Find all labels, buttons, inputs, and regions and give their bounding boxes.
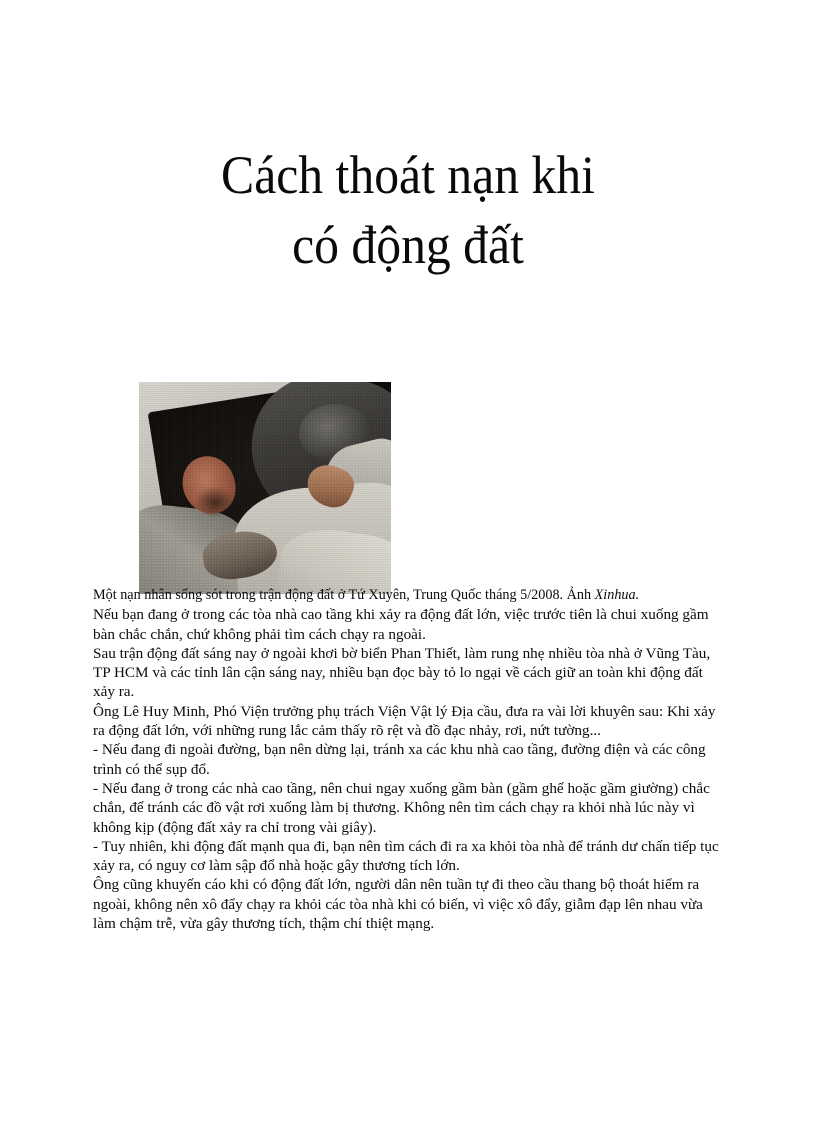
figure-caption-source: Xinhua.	[594, 587, 640, 603]
article-figure	[139, 382, 391, 594]
page-title	[33, 140, 784, 280]
article-paragraph-1: Nếu bạn đang ở trong các tòa nhà cao tầng khi xảy ra động đất lớn, việc trước tiên là chui xuống gầm bàn chắc chắn, chứ không phải tìm cách chạy ra ngoài.	[93, 606, 709, 643]
article-paragraph-4: - Nếu đang đi ngoài đường, bạn nên dừng lại, tránh xa các khu nhà cao tầng, đường điện và các công trình có thể sụp đổ.	[93, 741, 706, 778]
earthquake-survivor-photo	[139, 382, 391, 594]
article-paragraph-3: Ông Lê Huy Minh, Phó Viện trưởng phụ trách Viện Vật lý Địa cầu, đưa ra vài lời khuyên sau: Khi xảy ra động đất lớn, với những rung lắc cảm thấy rõ rệt và đồ đạc nhảy, rơi, nứt tường...	[93, 702, 716, 740]
photo-noise-overlay	[139, 382, 391, 594]
article-paragraph-5: - Nếu đang ở trong các nhà cao tầng, nên chui ngay xuống gầm bàn (gầm ghế hoặc gầm giường) chắc chắn, để tránh các đồ vật rơi xuống làm bị thương. Không nên tìm cách chạy ra khỏi nhà lúc này vì không kịp (động đất xảy ra chỉ trong vài giây).	[93, 779, 710, 836]
page-title-line-1: Cách thoát nạn khi	[221, 145, 595, 206]
page-title-line-2: có động đất	[292, 215, 524, 276]
figure-caption	[93, 586, 723, 605]
article-paragraph-7: Ông cũng khuyến cáo khi có động đất lớn, người dân nên tuần tự đi theo cầu thang bộ thoát hiểm ra ngoài, không nên xô đẩy chạy ra khỏi các tòa nhà khi có biến, vì việc xô đẩy, giẫm đạp lên nhau vừa làm chậm trễ, vừa gây thương tích, thậm chí thiệt mạng.	[93, 876, 703, 933]
article-body	[93, 586, 723, 933]
article-paragraph-2: Sau trận động đất sáng nay ở ngoài khơi bờ biển Phan Thiết, làm rung nhẹ nhiều tòa nhà ở Vũng Tàu, TP HCM và các tỉnh lân cận sáng nay, nhiều bạn đọc bày tỏ lo ngại về cách giữ an toàn khi động đất xảy ra.	[93, 644, 711, 701]
figure-caption-text: Một nạn nhân sống sót trong trận động đất ở Tứ Xuyên, Trung Quốc tháng 5/2008. Ảnh	[93, 587, 595, 603]
article-paragraph-6: - Tuy nhiên, khi động đất mạnh qua đi, bạn nên tìm cách đi ra xa khỏi tòa nhà để tránh dư chấn tiếp tục xảy ra, có nguy cơ làm sập đổ nhà hoặc gây thương tích lớn.	[93, 837, 719, 875]
